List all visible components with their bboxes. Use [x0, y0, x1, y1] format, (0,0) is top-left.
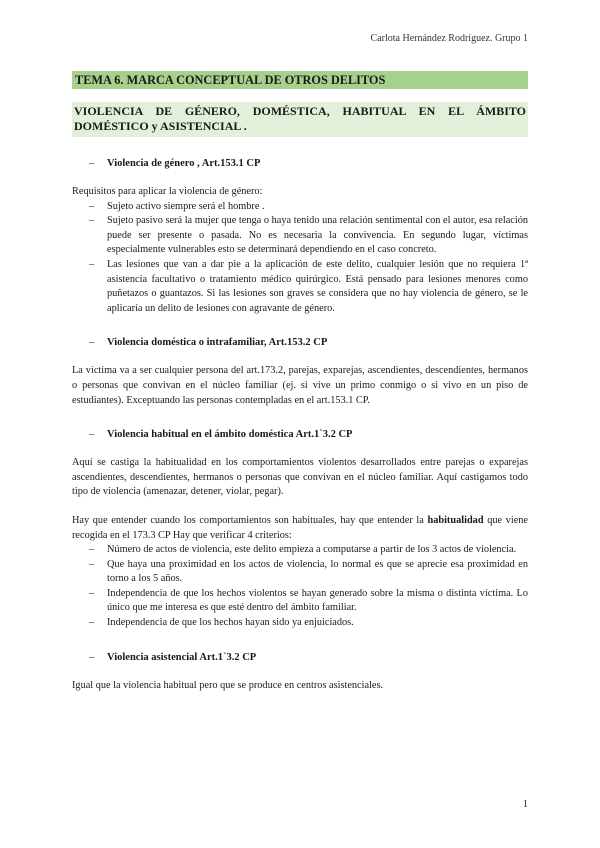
- section-heading-domestica: [72, 336, 528, 350]
- page-number: 1: [523, 799, 528, 810]
- dash-marker: –: [89, 158, 95, 169]
- document-body: [72, 71, 528, 693]
- section-heading-genero: [72, 157, 528, 171]
- habitualidad-term: habitualidad: [427, 514, 484, 526]
- dash-marker: –: [89, 337, 95, 349]
- chapter-title: TEMA 6. MARCA CONCEPTUAL DE OTROS DELITOS: [72, 71, 528, 89]
- genero-intro: Requisitos para aplicar la violencia de género:: [72, 186, 263, 197]
- genero-requirements-list: [72, 200, 528, 317]
- section-heading-genero-text: Violencia de género , Art.153.1 CP: [107, 158, 261, 169]
- list-item: – Sujeto pasivo será la mujer que tenga o haya tenido una relación sentimental con el autor, esa relación puede ser presente o pasada. No es necesaria la convivencia. En segundo lugar, víctimas especialmente vulnerables esto se determinará dependiendo en el caso concreto.: [72, 214, 528, 258]
- section-heading-domestica-text: Violencia doméstica o intrafamiliar, Art.153.2 CP: [107, 337, 328, 349]
- section-heading-habitual: [72, 428, 528, 442]
- list-item: – Sujeto activo siempre será el hombre .: [72, 200, 528, 215]
- habitual-body-1: Aquí se castiga la habitualidad en los comportamientos violentos desarrollados entre parejas o exparejas ascendientes, descendientes, hermanos o personas que convivan en el núcleo familiar. Aquí castigamos todo tipo de violencia (amenazar, detener, violar, pegar).: [72, 457, 528, 498]
- domestica-body: La víctima va a ser cualquier persona del art.173.2, parejas, exparejas, ascendientes, descendientes, hermanos o personas que convivan en el núcleo familiar (ej. si vive un primo conmigo o si vivo en un piso de estudiantes). Exceptuando las personas contempladas en el art.153.1 CP.: [72, 365, 528, 406]
- list-item: – Número de actos de violencia, este delito empieza a computarse a partir de los 3 actos de violencia.: [72, 543, 528, 558]
- habitual-body-2-post: que viene recogida en el 173.3 CP Hay que verificar 4 criterios:: [72, 514, 528, 541]
- page-header-author: Carlota Hernández Rodríguez. Grupo 1: [370, 33, 528, 44]
- section-heading-asistencial: [72, 651, 528, 665]
- list-item: – Independencia de que los hechos violentos se hayan generado sobre la misma o distinta víctima. Lo único que me interesa es que esté dentro del ámbito familiar.: [72, 587, 528, 616]
- habitual-body-2: [72, 514, 528, 543]
- habitual-criteria-list: [72, 543, 528, 631]
- dash-marker: –: [89, 429, 95, 441]
- chapter-subtitle: VIOLENCIA DE GÉNERO, DOMÉSTICA, HABITUAL EN EL ÁMBITO DOMÉSTICO y ASISTENCIAL .: [72, 102, 528, 137]
- list-item: – Independencia de que los hechos hayan sido ya enjuiciados.: [72, 616, 528, 631]
- asistencial-body: Igual que la violencia habitual pero que se produce en centros asistenciales.: [72, 679, 384, 691]
- section-heading-asistencial-text: Violencia asistencial Art.1`3.2 CP: [107, 651, 257, 663]
- section-heading-habitual-text: Violencia habitual en el ámbito doméstica Art.1`3.2 CP: [107, 429, 353, 441]
- list-item: – Que haya una proximidad en los actos de violencia, lo normal es que se aprecie esa proximidad en torno a los 5 años.: [72, 558, 528, 587]
- habitual-body-2-pre: Hay que entender cuando los comportamientos son habituales, hay que entender la: [72, 514, 428, 526]
- list-item: – Las lesiones que van a dar pie a la aplicación de este delito, cualquier lesión que no requiera 1ª asistencia facultativo o tratamiento médico quirúrgico. Está pensado para lesiones menores como puñetazos o guantazos. Si las lesiones son graves se considera que no hay violencia de género, se le aplicaría un delito de lesiones con agravante de género.: [72, 258, 528, 316]
- dash-marker: –: [89, 651, 95, 663]
